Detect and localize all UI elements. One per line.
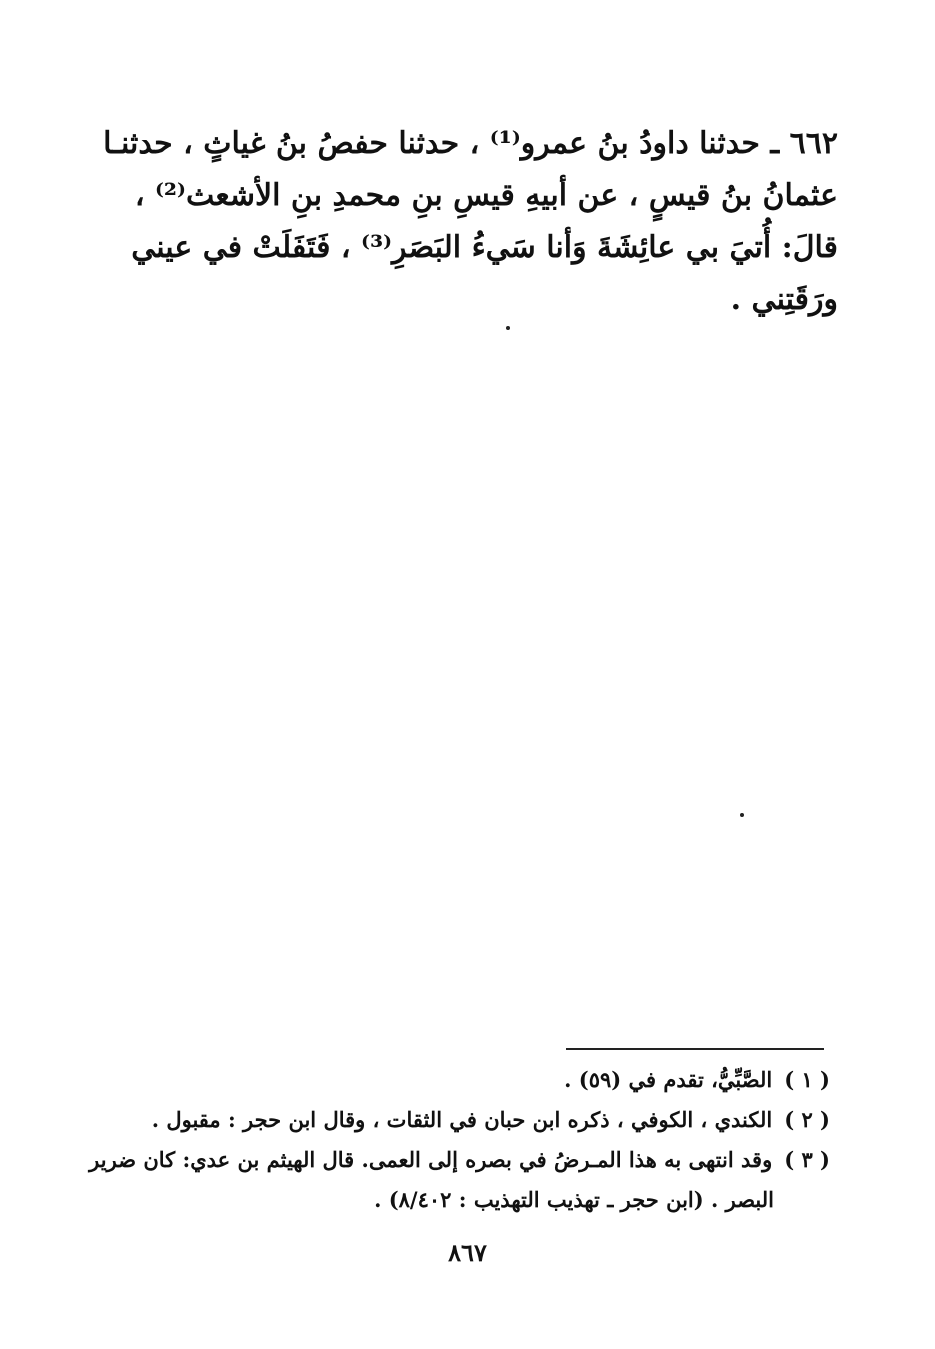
hadith-line-2: عثمانُ بنُ قيسٍ ، عن أبيهِ قيسِ بنِ محمدِ بنِ الأشعث⁽²⁾ ، [134,178,838,213]
footnote-separator [566,1048,824,1050]
footnote-number: ( ١ ) [784,1067,830,1092]
footnote-3 [89,1140,830,1180]
footnote-2 [130,1100,830,1140]
footnote-1 [130,1060,830,1100]
footnote-number: ( ٢ ) [784,1107,830,1132]
print-speck [740,813,744,817]
footnote-text: الصَّبِّيُّ، تقدم في (٥٩) . [564,1067,773,1092]
footnote-3-continuation: البصر . (ابن حجر ـ تهذيب التهذيب : ٨/٤٠٢) . [374,1187,774,1212]
print-speck [506,326,510,330]
footnotes [89,1060,830,1220]
hadith-line-3: قالَ: أُتيَ بي عائِشَةَ وَأنا سَيءُ البَصَرِ⁽³⁾ ، فَتَفَلَتْ في عيني [131,230,838,265]
footnote-text: وقد انتهى به هذا المـرضُ في بصره إلى العمى. قال الهيثم بن عدي: كان ضرير [89,1147,773,1172]
page-number: ٨٦٧ [448,1238,487,1267]
hadith-text [103,118,838,326]
footnote-number: ( ٣ ) [784,1147,830,1172]
footnote-text: الكندي ، الكوفي ، ذكره ابن حبان في الثقات ، وقال ابن حجر : مقبول . [151,1107,773,1132]
hadith-line-1: ٦٦٢ ـ حدثنا داودُ بنُ عمرو⁽¹⁾ ، حدثنا حفصُ بنُ غياثٍ ، حدثنـا [103,126,838,161]
hadith-line-4: ورَقَتِني . [730,282,838,317]
